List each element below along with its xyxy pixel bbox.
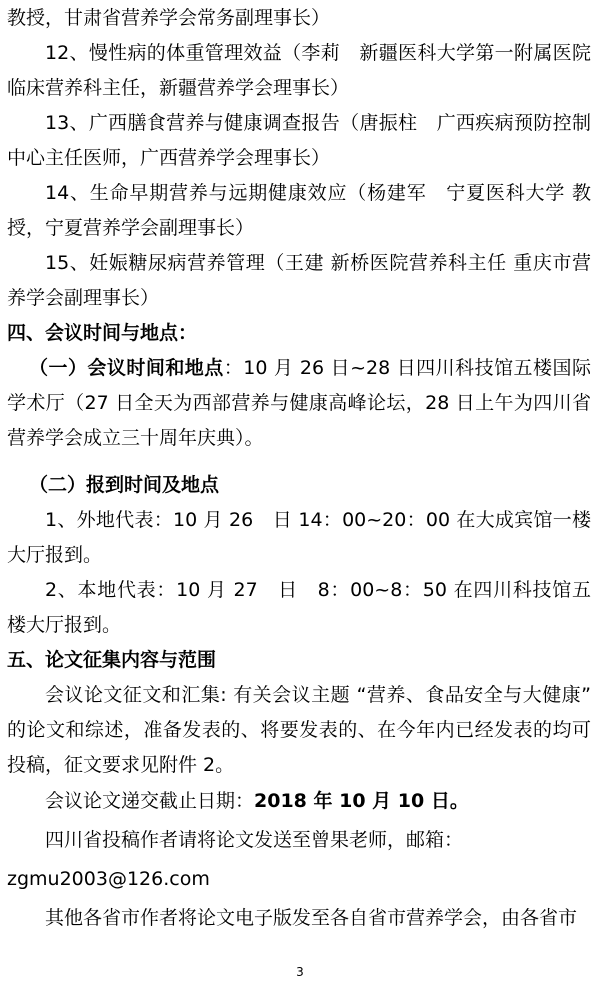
item-11-continuation: 教授，甘肃省营养学会常务副理事长） xyxy=(7,7,331,29)
section-5-para-1: 会议论文征文和汇集: 有关会议主题 “营养、食品安全与大健康” 的论文和综述，准备发表的、将要发表的、在今年内已经发表的均可投稿，征文要求见附件 2。 xyxy=(7,684,591,776)
sub1-text: ：10 月 26 日~28 日四川科技馆五楼国际学术厅（27 日全天为西部营养与健康高峰论坛，28 日上午为四川省营养学会成立三十周年庆典）。 xyxy=(7,357,591,449)
section-4-sub2-heading xyxy=(7,468,591,503)
item-15: 15、妊娠糖尿病营养管理（王建 新桥医院营养科主任 重庆市营养学会副理事长） xyxy=(7,252,591,309)
section-5-heading: 五、论文征集内容与范围 xyxy=(7,649,217,671)
section-5-para-4: 其他各省市作者将论文电子版发至各自省市营养学会，由各省市 xyxy=(45,907,578,929)
deadline-value: 2018 年 10 月 10 日。 xyxy=(254,790,469,812)
page-number: 3 xyxy=(296,965,304,979)
deadline-label: 会议论文递交截止日期： xyxy=(45,790,255,812)
section-4-heading: 四、会议时间与地点： xyxy=(7,322,198,344)
section-5-deadline xyxy=(7,784,591,819)
item-14: 14、生命早期营养与远期健康效应（杨建军 宁夏医科大学 教授，宁夏营养学会副理事长） xyxy=(7,182,591,239)
sub2-item-2: 2、本地代表：10 月 27 日 8：00~8：50 在四川科技馆五楼大厅报到。 xyxy=(7,579,591,636)
sub2-label: （二）报到时间及地点 xyxy=(29,474,220,496)
section-4-sub1 xyxy=(7,351,591,456)
section-5-para-3: 四川省投稿作者请将论文发送至曾果老师，邮箱： xyxy=(45,829,464,851)
item-12: 12、慢性病的体重管理效益（李莉 新疆医科大学第一附属医院临床营养科主任，新疆营养学会理事长） xyxy=(7,42,591,99)
sub1-label: （一）会议时间和地点 xyxy=(29,357,224,379)
item-13: 13、广西膳食营养与健康调查报告（唐振柱 广西疾病预防控制中心主任医师，广西营养学会理事长） xyxy=(7,112,591,169)
sub2-item-1: 1、外地代表：10 月 26 日 14：00~20：00 在大成宾馆一楼大厅报到。 xyxy=(7,509,591,566)
email-address: zgmu2003@126.com xyxy=(7,868,210,890)
